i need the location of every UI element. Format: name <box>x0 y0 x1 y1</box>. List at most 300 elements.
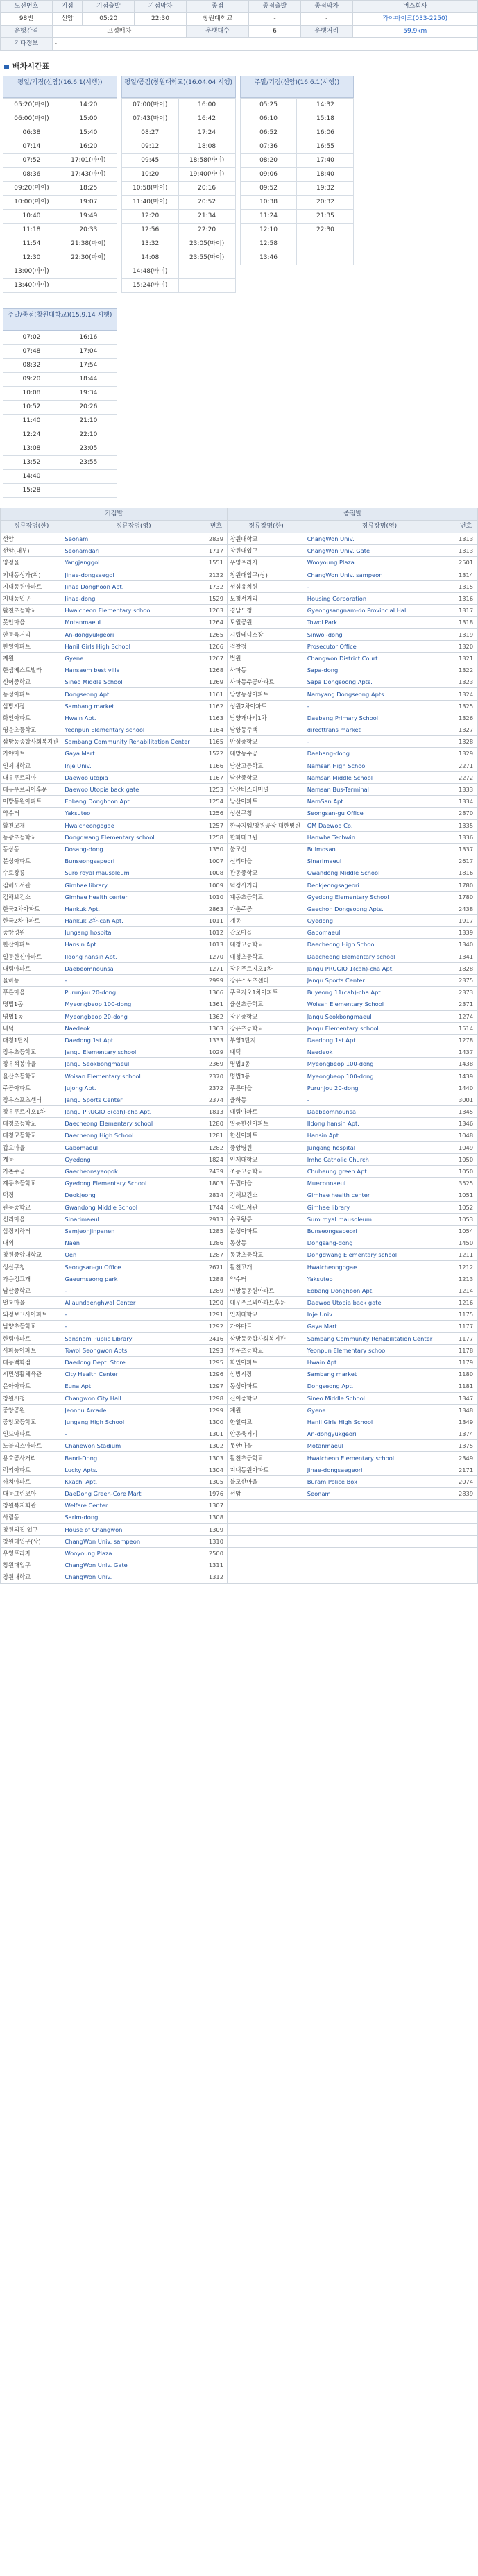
departure-time: 18:40 <box>297 168 354 182</box>
stop-name-en: Daedong 1st Apt. <box>305 1034 454 1046</box>
square-bullet-icon <box>4 65 9 69</box>
stop-number: 1290 <box>205 1297 228 1309</box>
stop-number: 1349 <box>454 1416 478 1428</box>
table-row <box>1 736 478 748</box>
stop-name-ko: 삼방동종합사회복지관 <box>1 736 62 748</box>
stop-number: 1304 <box>205 1464 228 1475</box>
stop-name-en: Hwalcheon Elementary school <box>305 1452 454 1464</box>
stop-number: 1008 <box>205 867 228 879</box>
stop-name-ko: 창원대입구 <box>1 1559 62 1571</box>
stop-name-en: Chanewon Stadium <box>62 1440 205 1452</box>
timetable-3 <box>240 76 355 293</box>
timetable-row <box>3 401 117 415</box>
stop-name-ko: 삼방시장 <box>1 700 62 712</box>
stop-name-ko: 동성아파트 <box>228 1380 305 1392</box>
table-row <box>1 1512 478 1523</box>
stop-number: 1282 <box>205 1141 228 1153</box>
stop-number: 1295 <box>205 1356 228 1368</box>
stop-name-en: Hansaem best villa <box>62 664 205 676</box>
timetable-row <box>3 210 117 224</box>
table-row <box>1 1571 478 1583</box>
timetable-row <box>240 99 354 112</box>
table-row <box>1 1046 478 1058</box>
stop-name-ko: 외정보고사아파트 <box>1 1309 62 1321</box>
table-row <box>1 1356 478 1368</box>
section-title-text: 배차시간표 <box>12 62 50 71</box>
stop-name-ko: 한림아파트 <box>1 1332 62 1344</box>
stop-name-en: Motanmaeul <box>305 1440 454 1452</box>
stop-name-ko: 내외 <box>1 1237 62 1249</box>
stop-number: 1007 <box>205 855 228 867</box>
table-row <box>1 640 478 652</box>
stop-name-ko: 율산초등학교 <box>228 998 305 1010</box>
stop-number: 1308 <box>205 1512 228 1523</box>
stop-number: 1440 <box>454 1082 478 1094</box>
stop-name-en: Gwandong Middle School <box>62 1201 205 1213</box>
departure-time: 21:10 <box>60 415 117 428</box>
departure-time <box>60 470 117 484</box>
stop-number: 1181 <box>454 1380 478 1392</box>
stop-name-en: Namsan Bus-Terminal <box>305 783 454 795</box>
table-row <box>1 1010 478 1022</box>
stop-number: 1438 <box>454 1058 478 1070</box>
stop-number: 1334 <box>454 796 478 808</box>
stop-number: 1336 <box>454 831 478 843</box>
departure-time: 06:10 <box>240 112 297 126</box>
stop-name-en: Seonam <box>62 533 205 545</box>
table-row <box>1 819 478 831</box>
stop-name-ko: 약수터 <box>1 808 62 819</box>
departure-time: 12:58 <box>240 237 297 251</box>
departure-time: 17:40 <box>297 154 354 168</box>
stop-number: 1029 <box>205 1046 228 1058</box>
stop-number: 1303 <box>205 1452 228 1464</box>
stop-name-ko: 남양동주택 <box>228 724 305 736</box>
stop-number: 2132 <box>205 569 228 580</box>
stop-name-en: Janqu PRUGIO 8(cah)-cha Apt. <box>62 1106 205 1118</box>
stop-name-en: Daedong 1st Apt. <box>62 1034 205 1046</box>
departure-time: 07:14 <box>3 140 60 154</box>
stop-name-ko: 남산고등학교 <box>228 760 305 771</box>
timetable-row <box>121 112 235 126</box>
stop-name-en: Gyedong Elementary School <box>62 1178 205 1189</box>
stop-number: 2999 <box>205 974 228 986</box>
stop-number: 1267 <box>205 652 228 664</box>
stop-name-en: Sinarimaeul <box>305 855 454 867</box>
stop-name-ko: 선암 <box>228 1488 305 1500</box>
info-cell: 05:20 <box>83 13 135 26</box>
stop-name-en: Janqu Seokbongmaeul <box>305 1010 454 1022</box>
info-header: 기점막차 <box>135 1 187 13</box>
table-row <box>1 1225 478 1237</box>
timetable-row <box>240 237 354 251</box>
timetable-row <box>240 182 354 196</box>
stop-number: 1177 <box>454 1321 478 1332</box>
stop-name-ko: 화인아파트 <box>228 1356 305 1368</box>
stop-name-en: Buyeong 11(cah)-cha Apt. <box>305 987 454 998</box>
stop-name-en: Namsan Middle School <box>305 771 454 783</box>
table-row <box>1 808 478 819</box>
table-row <box>1 1082 478 1094</box>
stop-number: 1162 <box>205 700 228 712</box>
stop-name-ko: 동상동 <box>228 1237 305 1249</box>
stop-name-en: Sambang Community Rehabilitation Center <box>62 736 205 748</box>
table-row <box>1 831 478 843</box>
stop-number: 1437 <box>454 1046 478 1058</box>
stop-name-ko: 한일여고 <box>228 1416 305 1428</box>
stop-number: 1253 <box>205 783 228 795</box>
info-cell: 22:30 <box>135 13 187 26</box>
stop-name-ko: 주공아파트 <box>1 1082 62 1094</box>
stop-name-en: Gaecheonsyeopok <box>62 1165 205 1177</box>
stop-name-ko: 관동중학교 <box>1 1201 62 1213</box>
stop-number: 1164 <box>205 724 228 736</box>
stop-number: 1346 <box>454 1118 478 1130</box>
stop-name-ko: 푸른마을 <box>1 987 62 998</box>
departure-time: 23:05(마이) <box>178 237 235 251</box>
stop-name-ko: 어방동동원아파트 <box>228 1285 305 1296</box>
table-row <box>1 1237 478 1249</box>
stop-number: 1054 <box>454 1225 478 1237</box>
table-row <box>1 545 478 557</box>
stop-number: 1325 <box>454 700 478 712</box>
stop-number: 1323 <box>454 676 478 688</box>
stop-name-en: Jungang hospital <box>305 1141 454 1153</box>
timetable-row-2 <box>0 308 478 498</box>
stop-number: 1009 <box>205 879 228 891</box>
stop-name-en: Sineo Middle School <box>305 1392 454 1404</box>
stop-name-ko: 덕정 <box>1 1189 62 1201</box>
stop-name-en: An-dongyukgeori <box>62 628 205 640</box>
stop-number: 1551 <box>205 557 228 569</box>
stop-name-en: City Health Center <box>62 1369 205 1380</box>
departure-time: 13:40(마이) <box>3 279 60 293</box>
timetable-row <box>3 456 117 470</box>
stop-number: 1305 <box>205 1475 228 1487</box>
stop-name-ko: 검찰청 <box>228 640 305 652</box>
stop-name-ko: 못안마을 <box>228 1440 305 1452</box>
stop-number: 1324 <box>454 688 478 700</box>
stop-number: 1179 <box>454 1356 478 1368</box>
stop-name-en: Yaksuteo <box>305 1273 454 1285</box>
stop-name-en: Dosang-dong <box>62 843 205 855</box>
timetable-row <box>3 279 117 293</box>
timetable-row <box>240 196 354 210</box>
departure-time: 11:24 <box>240 210 297 224</box>
table-row <box>1 1523 478 1535</box>
stop-name-en: Gwandong Middle School <box>305 867 454 879</box>
stop-name-ko: 계원 <box>1 652 62 664</box>
timetable-row <box>3 126 117 140</box>
stop-number: 3001 <box>454 1094 478 1105</box>
stop-number: 2272 <box>454 771 478 783</box>
stop-name-en: Deokjeongsageori <box>305 879 454 891</box>
departure-time: 11:40 <box>3 415 60 428</box>
stop-number: 1317 <box>454 605 478 617</box>
stop-number: 2438 <box>454 903 478 914</box>
stop-name-ko: 동광초등학교 <box>1 831 62 843</box>
stop-name-ko: 한화테크윈 <box>228 831 305 843</box>
table-row <box>1 1165 478 1177</box>
stop-number: 1976 <box>205 1488 228 1500</box>
stop-number: 1347 <box>454 1392 478 1404</box>
stop-name-en: Janqu Elementary school <box>305 1022 454 1034</box>
stop-name-ko: 계동 <box>228 915 305 927</box>
stop-name-en: directtrans market <box>305 724 454 736</box>
table-row <box>1 927 478 939</box>
stop-name-ko: 대청1단지 <box>1 1034 62 1046</box>
table-row <box>1 867 478 879</box>
stop-name-ko: 수로왕릉 <box>1 867 62 879</box>
stop-number: 1051 <box>454 1189 478 1201</box>
table-row <box>1 592 478 604</box>
stops-col-header: 정류장명(한) <box>1 521 62 533</box>
stop-number: 1289 <box>205 1285 228 1296</box>
stop-name-en: Naen <box>62 1237 205 1249</box>
stop-name-ko: 창원중앙대학교 <box>1 1249 62 1261</box>
stop-number: 1366 <box>205 987 228 998</box>
stop-name-en: Prosecutor Office <box>305 640 454 652</box>
departure-time: 10:58(마이) <box>121 182 178 196</box>
departure-time: 10:40 <box>3 210 60 224</box>
departure-time: 15:18 <box>297 112 354 126</box>
info-cell: 가야마이크(033-2250) <box>352 13 477 26</box>
stop-name-en: Janqu Sports Center <box>305 974 454 986</box>
stop-number: 1917 <box>454 915 478 927</box>
departure-time: 09:06 <box>240 168 297 182</box>
stop-name-ko: 도청서거리 <box>228 592 305 604</box>
stop-name-en: Gaechon Dongsoong Apts. <box>305 903 454 914</box>
departure-time: 05:20(마이) <box>3 99 60 112</box>
stop-name-ko: 가촌주공 <box>228 903 305 914</box>
departure-time: 11:18 <box>3 224 60 237</box>
table-row <box>1 1452 478 1464</box>
stop-name-ko <box>228 1500 305 1512</box>
timetable-title: 주말/종점(창원대학교)(15.9.14 시행) <box>3 308 117 331</box>
stop-number: 1333 <box>205 1034 228 1046</box>
stop-name-en: Yaksuteo <box>62 808 205 819</box>
stop-name-ko: 수로왕릉 <box>228 1213 305 1225</box>
stop-name-ko: 지내동성가(위) <box>1 569 62 580</box>
departure-time: 18:58(마이) <box>178 154 235 168</box>
stop-name-ko: 럭키아파트 <box>1 1464 62 1475</box>
table-row <box>1 533 478 545</box>
stop-name-ko: 김해보건소 <box>1 891 62 903</box>
table-row <box>1 1309 478 1321</box>
stop-number: 1314 <box>454 569 478 580</box>
stop-name-en: Naedeok <box>305 1046 454 1058</box>
departure-time: 14:20 <box>60 99 117 112</box>
table-row <box>1 879 478 891</box>
stop-name-en: - <box>62 974 205 986</box>
stop-name-en: Gabomaeul <box>62 1141 205 1153</box>
stops-table <box>0 508 478 1584</box>
group-header-terminus: 종점발 <box>228 508 478 521</box>
stop-name-ko: 계동초등학교 <box>228 891 305 903</box>
stop-name-en: Wooyoung Plaza <box>305 557 454 569</box>
stop-number: 2171 <box>454 1464 478 1475</box>
table-row <box>1 1344 478 1356</box>
stop-number <box>454 1559 478 1571</box>
timetable-row <box>121 99 235 112</box>
stop-name-ko: 창원복지회관 <box>1 1500 62 1512</box>
stop-name-ko: 용호공사거리 <box>1 1452 62 1464</box>
stop-name-en: - <box>62 1309 205 1321</box>
stop-number: 1514 <box>454 1022 478 1034</box>
stop-name-ko: 안동육거리 <box>1 628 62 640</box>
departure-time: 19:40(마이) <box>178 168 235 182</box>
stop-number: 1717 <box>205 545 228 557</box>
stop-name-en: Suro royal mausoleum <box>305 1213 454 1225</box>
stop-number: 1177 <box>454 1332 478 1344</box>
stop-name-en: Namyang Dongseong Apts. <box>305 688 454 700</box>
timetable-row <box>3 415 117 428</box>
stop-number: 1307 <box>205 1500 228 1512</box>
timetable-row <box>3 251 117 265</box>
info-header: 종점 <box>186 1 248 13</box>
stop-number: 1268 <box>205 664 228 676</box>
timetable-row-1 <box>0 76 478 293</box>
stop-number: 2814 <box>205 1189 228 1201</box>
timetable-row <box>240 168 354 182</box>
stop-name-en: Imho Catholic Church <box>305 1153 454 1165</box>
timetable-row <box>3 428 117 442</box>
stop-name-en: Gimhae library <box>305 1201 454 1213</box>
stop-number: 1285 <box>205 1225 228 1237</box>
departure-time: 09:12 <box>121 140 178 154</box>
timetable-row <box>121 182 235 196</box>
departure-time: 16:55 <box>297 140 354 154</box>
table-row <box>1 939 478 951</box>
stop-name-ko: 율하동 <box>228 1094 305 1105</box>
info-cell: 창원대학교 <box>186 13 248 26</box>
stop-name-en: Seonam <box>305 1488 454 1500</box>
stop-number: 1257 <box>205 819 228 831</box>
stop-number: 1529 <box>205 592 228 604</box>
stop-name-en: Naedeok <box>62 1022 205 1034</box>
stop-name-en: An-dongyukgeori <box>305 1428 454 1440</box>
stop-number: 1049 <box>454 1141 478 1153</box>
departure-time: 10:00(마이) <box>3 196 60 210</box>
stop-number: 2271 <box>454 760 478 771</box>
info-label: 운행거리 <box>300 26 352 38</box>
timetable-row <box>240 112 354 126</box>
stop-name-ko: 삼방시장 <box>228 1369 305 1380</box>
departure-time: 13:08 <box>3 442 60 456</box>
stop-name-en: - <box>62 1428 205 1440</box>
stop-name-en: Suro royal mausoleum <box>62 867 205 879</box>
stop-name-en: ChangWon Univ. <box>305 533 454 545</box>
stop-name-en: Euna Apt. <box>62 1380 205 1392</box>
stop-number: 1291 <box>205 1309 228 1321</box>
stop-name-en: Deokjeong <box>62 1189 205 1201</box>
stop-name-ko: 내덕 <box>228 1046 305 1058</box>
stop-name-en: Allaundaenghwal Center <box>62 1297 205 1309</box>
stop-name-ko: 영운초등학교 <box>228 1344 305 1356</box>
stop-name-ko: 화인아파트 <box>1 712 62 724</box>
stop-number: 2839 <box>454 1488 478 1500</box>
stop-number: 1744 <box>205 1201 228 1213</box>
stop-name-ko: 중앙병원 <box>228 1141 305 1153</box>
timetable-grid <box>3 98 117 293</box>
departure-time: 16:20 <box>60 140 117 154</box>
table-row <box>1 1070 478 1082</box>
stop-name-ko: 대우푸르뫼아후문 <box>1 783 62 795</box>
stop-number: 1163 <box>205 712 228 724</box>
departure-time: 19:32 <box>297 182 354 196</box>
stop-name-ko: 신리마을 <box>1 1213 62 1225</box>
stop-number: 1824 <box>205 1153 228 1165</box>
stop-name-ko: 일동한신아파트 <box>228 1118 305 1130</box>
stop-name-en: Myeongbeop 20-dong <box>62 1010 205 1022</box>
departure-time: 09:45 <box>121 154 178 168</box>
departure-time: 07:48 <box>3 345 60 359</box>
stop-name-ko: 성산구청 <box>228 808 305 819</box>
stop-number: 1333 <box>454 783 478 795</box>
timetable-row <box>121 279 235 293</box>
stop-name-en: Daecheong High School <box>62 1130 205 1141</box>
stop-name-en: Gimhae health center <box>62 891 205 903</box>
stop-name-en: Hanwha Techwin <box>305 831 454 843</box>
table-row <box>1 1535 478 1547</box>
stop-number: 1286 <box>205 1237 228 1249</box>
stop-number: 1816 <box>454 867 478 879</box>
stop-number: 1348 <box>454 1404 478 1416</box>
departure-time: 12:56 <box>121 224 178 237</box>
timetable-row <box>3 168 117 182</box>
stop-number: 2863 <box>205 903 228 914</box>
timetable-row <box>121 210 235 224</box>
stop-number: 1337 <box>454 843 478 855</box>
stop-name-en: Sambang Community Rehabilitation Center <box>305 1332 454 1344</box>
stop-name-en: Sansnam Public Library <box>62 1332 205 1344</box>
stop-number: 1216 <box>454 1297 478 1309</box>
stop-number: 2373 <box>454 987 478 998</box>
timetable-grid <box>240 98 355 265</box>
stop-number: 1165 <box>205 736 228 748</box>
stop-name-ko: 한국2차아파트 <box>1 903 62 914</box>
stop-name-en: Jungang hospital <box>62 927 205 939</box>
stop-number: 1013 <box>205 939 228 951</box>
table-row <box>1 987 478 998</box>
departure-time: 19:07 <box>60 196 117 210</box>
table-row <box>1 1392 478 1404</box>
departure-time: 20:33 <box>60 224 117 237</box>
stop-name-en: NamSan Apt. <box>305 796 454 808</box>
stop-number: 1313 <box>454 545 478 557</box>
stop-name-ko: 활천초등학교 <box>228 1452 305 1464</box>
departure-time: 20:32 <box>297 196 354 210</box>
stop-number: 1345 <box>454 1106 478 1118</box>
departure-time: 11:40(마이) <box>121 196 178 210</box>
stop-name-ko: 대동그린코아 <box>1 1488 62 1500</box>
stop-name-en: Yeonpun Elementary school <box>305 1344 454 1356</box>
stop-name-en: Daebeomnounsa <box>62 962 205 974</box>
timetable-row <box>240 210 354 224</box>
stop-name-en: Myeongbeop 100-dong <box>62 998 205 1010</box>
stop-name-en: Daecheong High School <box>305 939 454 951</box>
table-row <box>1 951 478 962</box>
stop-number: 1340 <box>454 939 478 951</box>
table-row <box>1 1285 478 1296</box>
stop-name-en: Housing Corporation <box>305 592 454 604</box>
stop-name-ko: 장유푸르지오1차 <box>1 1106 62 1118</box>
stop-number: 2870 <box>454 808 478 819</box>
stop-name-ko: 인제대학교 <box>228 1153 305 1165</box>
stop-number: 1309 <box>205 1523 228 1535</box>
departure-time: 19:34 <box>60 387 117 401</box>
stop-name-en: Gyedong <box>305 915 454 927</box>
